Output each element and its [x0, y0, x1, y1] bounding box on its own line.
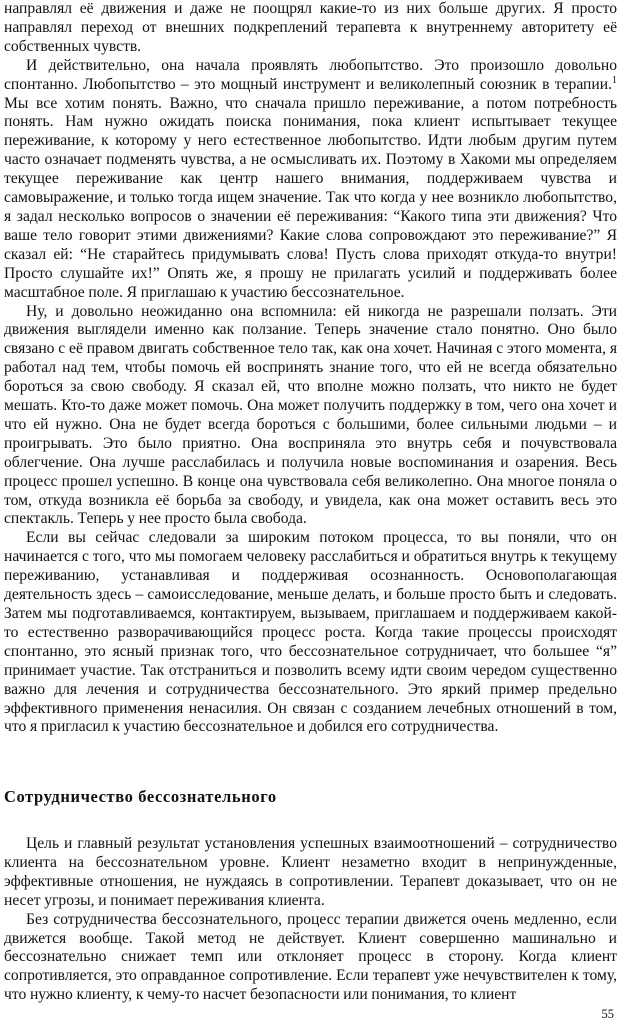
paragraph-curiosity: [4, 57, 617, 303]
paragraph-curiosity-continued: Мы все хотим понять. Важно, что сначала пришло переживание, а потом потребность понять. Нам нужно ожидать поиска понимания, пока клиент испытывает текущее переживание, к которому у него естественное любопытство. Идти любым другим путем часто означает подменять чувства, а не осмысливать их. Поэтому в Хакоми мы определяем текущее переживание как центр нашего внимания, поддерживаем чувства и самовыражение, и только тогда ищем значение. Так что когда у нее возникло любопытство, я задал несколько вопросов о значении её переживания: “Какого типа эти движения? Что ваше тело говорит этими движениями? Какие слова сопровождают это переживание?” Я сказал ей: “Не старайтесь придумывать слова! Пусть слова приходят откуда-то внутри! Просто слушайте их!” Опять же, я прошу не прилагать усилий и поддерживать более масштабное поле. Я приглашаю к участию бессознательное.: [4, 94, 617, 301]
footnote-marker: 1: [612, 74, 617, 86]
paragraph-process-flow: Если вы сейчас следовали за широким потоком процесса, то вы поняли, что он начинается с того, что мы помогаем человеку расслабиться и обратиться внутрь к текущему переживанию, устанавливая и поддерживая осознанность. Основополагающая деятельность здесь – самоисследование, меньше делать, и больше просто быть и следовать. Затем мы подготавливаемся, контактируем, вызываем, приглашаем и поддерживаем какой-то естественно разворачивающийся процесс роста. Когда такие процессы происходят спонтанно, это ясный признак того, что бессознательное сотрудничает, что большее “я” принимает участие. Так отстраниться и позволить всему идти своим чередом существенно важно для лечения и сотрудничества бессознательного. Это яркий пример предельно эффективного применения ненасилия. Он связан с созданием лечебных отношений в том, что я пригласил к участию бессознательное и добился его сотрудничества.: [4, 529, 617, 736]
paragraph-crawling: Ну, и довольно неожиданно она вспомнила: ей никогда не разрешали ползать. Эти движения выглядели именно как ползание. Теперь значение стало понятно. Оно было связано с её правом двигать собственное тело так, как она хочет. Начиная с этого момента, я работал над тем, чтобы помочь ей воспринять знание того, что ей не всегда обязательно бороться за свою свободу. Я сказал ей, что вполне можно ползать, что никто не будет мешать. Кто-то даже может помочь. Она может получить поддержку в том, чего она хочет и что ей нужно. Она не будет всегда бороться с большими, более сильными людьми – и проигрывать. Это было приятно. Она восприняла это внутрь себя и почувствовала облегчение. Она лучше расслабилась и получила новые воспоминания и озарения. Весь процесс прошел успешно. В конце она чувствовала себя великолепно. Она многое поняла о том, откуда возникла её борьба за свободу, и увидела, как она может оставить весь это спектакль. Теперь у нее просто была свобода.: [4, 302, 617, 528]
paragraph-without-cooperation: Без сотрудничества бессознательного, процесс терапии движется очень медленно, если движется вообще. Такой метод не действует. Клиент совершенно машинально и бессознательно снижает темп или отклоняет процесс в сторону. Когда клиент сопротивляется, это оправданное сопротивление. Если терапевт уже нечувствителен к тому, что нужно клиенту, к чему-то насчет безопасности или понимания, то клиент: [4, 910, 617, 1004]
paragraph-goal: Цель и главный результат установления успешных взаимоотношений – сотрудничество клиента на бессознательном уровне. Клиент незаметно входит в непринужденные, эффективные отношения, не нуждаясь в сопротивлении. Терапевт доказывает, что он не несет угрозы, и понимает переживания клиента.: [4, 835, 617, 909]
body-text-bottom: [4, 835, 617, 1005]
paragraph-continuation: направлял её движения и даже не поощрял какие-то из них больше других. Я просто направлял переход от внешних подкреплений терапевта к внутреннему авторитету её собственных чувств.: [4, 0, 617, 55]
body-text-top: [4, 0, 617, 737]
page-number: 55: [601, 1007, 614, 1021]
paragraph-curiosity-text: И действительно, она начала проявлять любопытство. Это произошло довольно спонтанно. Любопытство – это мощный инструмент и великолепный союзник в терапии.: [4, 56, 617, 93]
section-heading: Сотрудничество бессознательного: [4, 787, 277, 806]
